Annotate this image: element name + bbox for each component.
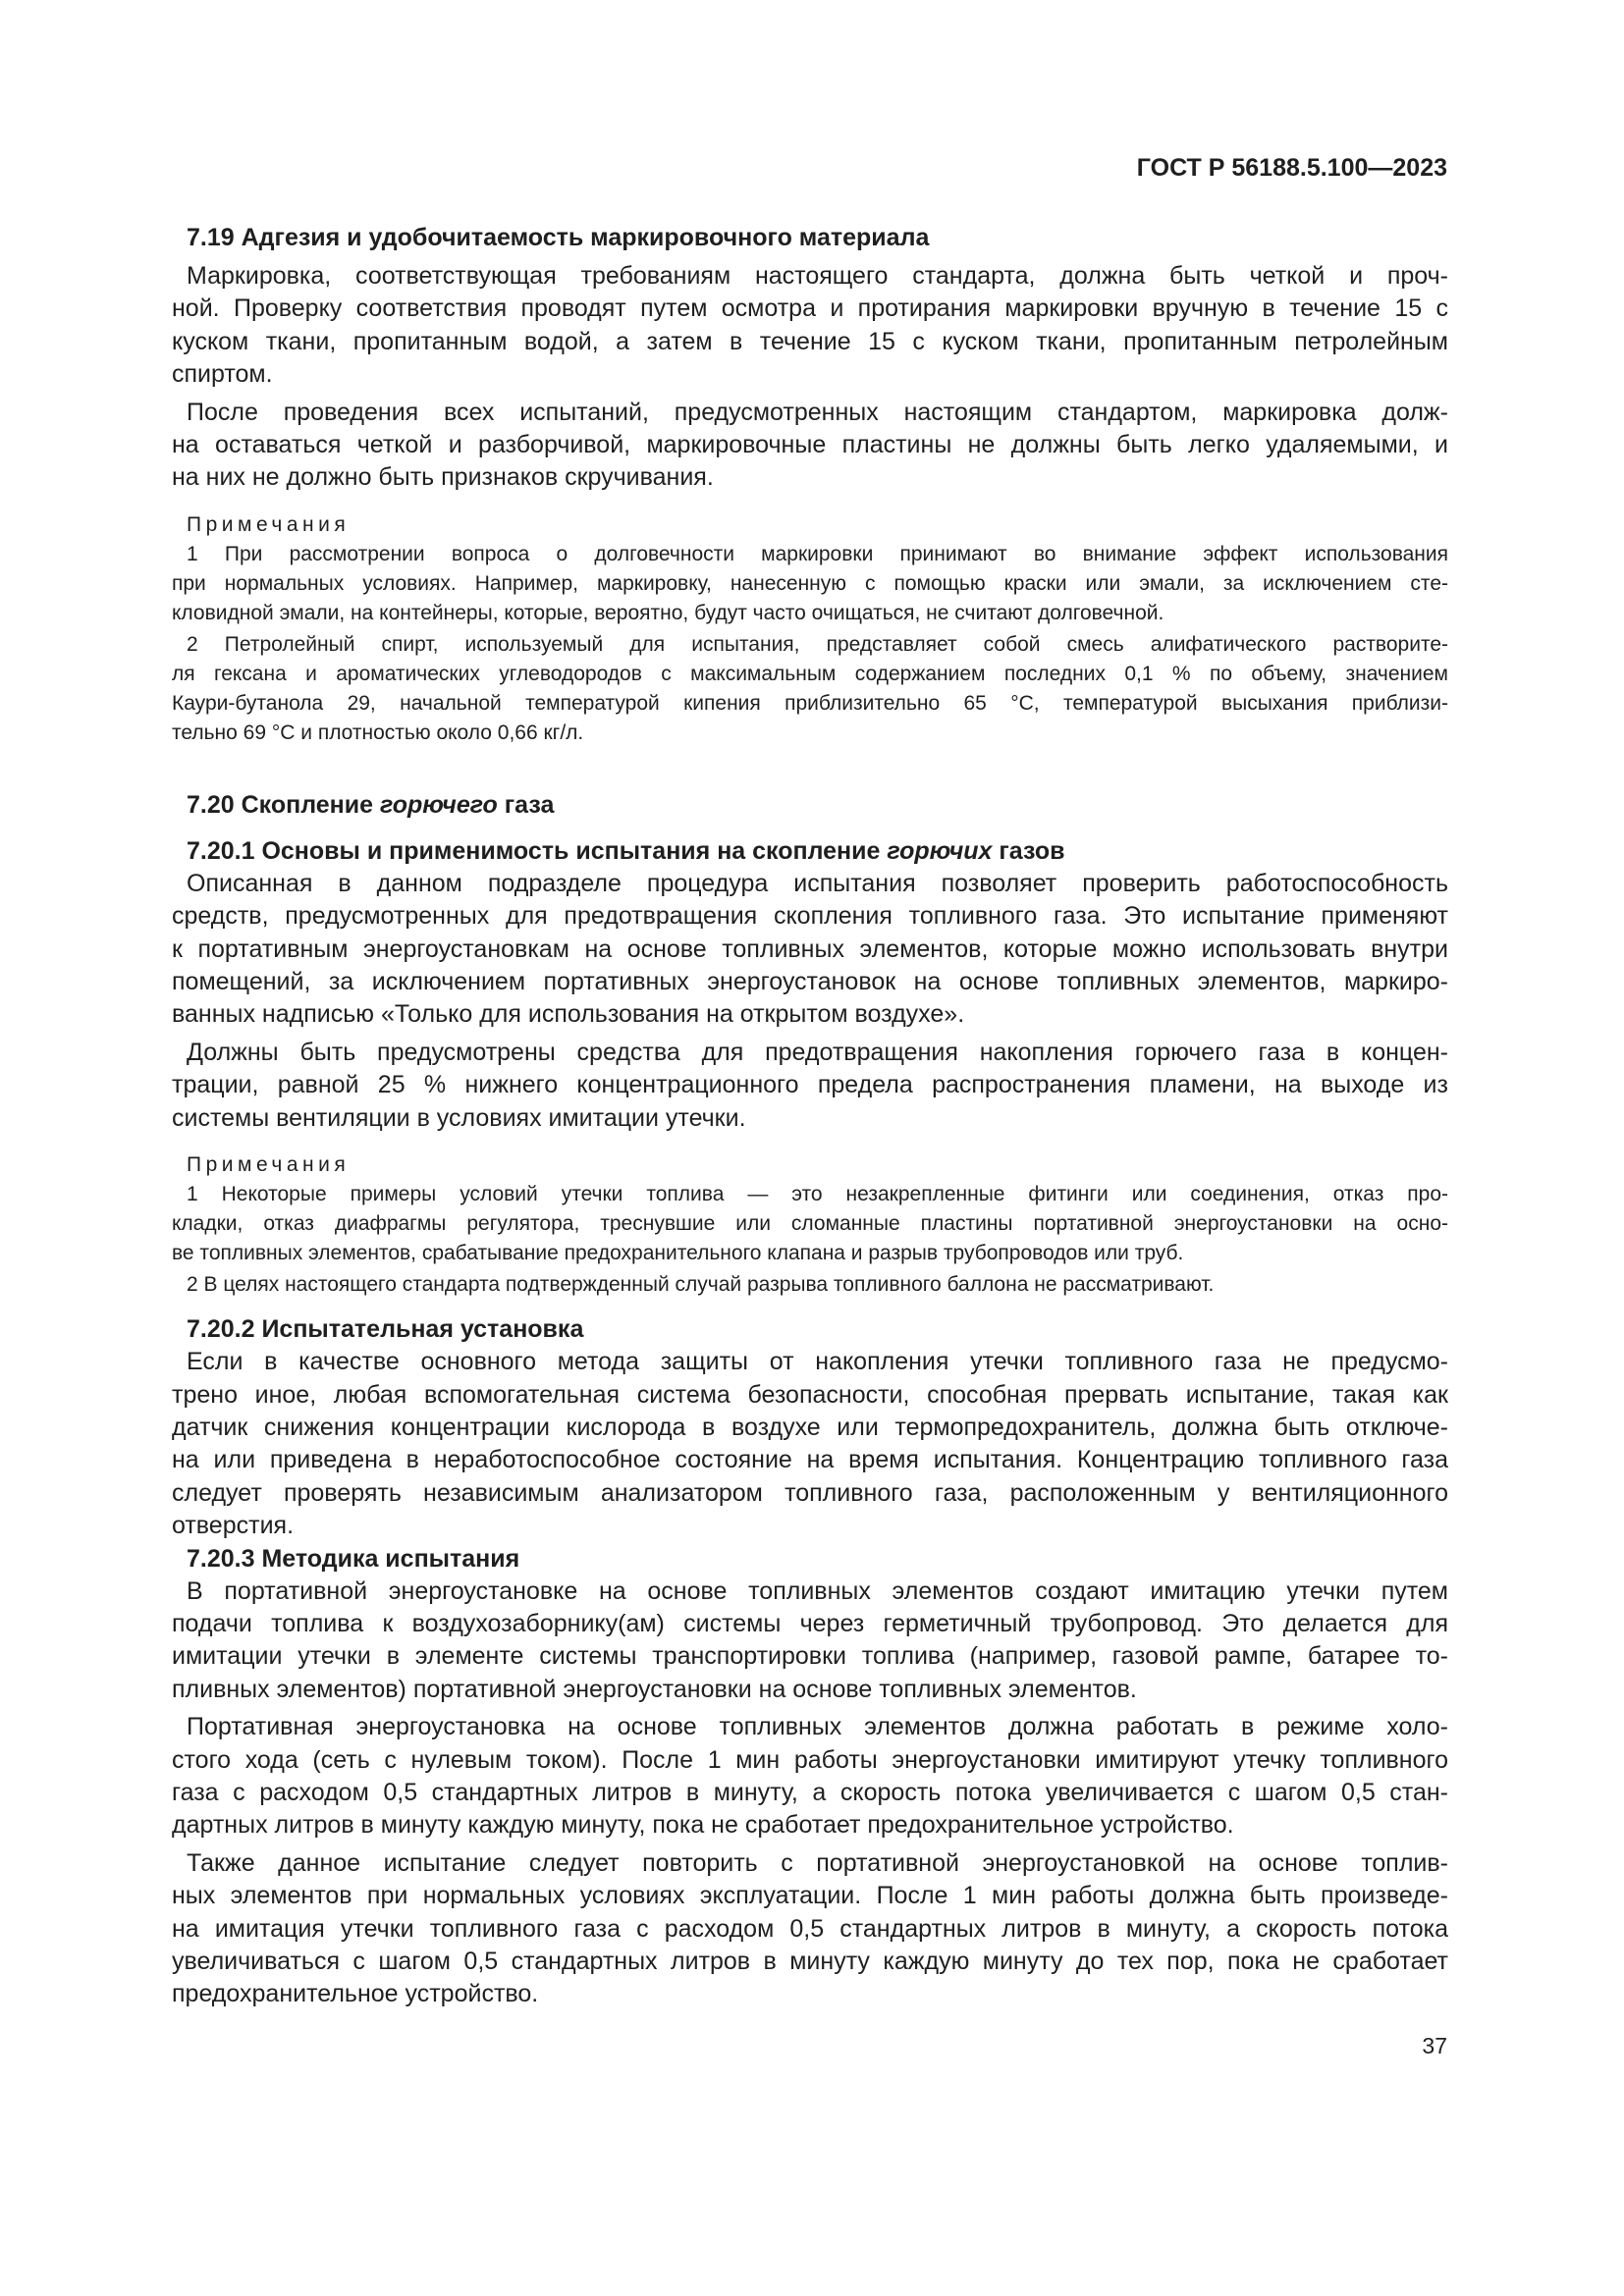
text-line: отверстия. <box>172 1512 295 1540</box>
note-line: ля гексана и ароматических углеводородов с максимальным содержанием последних 0,1 % по объему, значением <box>172 662 1448 685</box>
note-line: кладки, отказ диафрагмы регулятора, треснувшие или сломанные пластины портативной энергоустановки на осно- <box>172 1212 1448 1236</box>
page-number: 37 <box>1422 2033 1447 2058</box>
text-line: куском ткани, пропитанным водой, а затем в течение 15 с куском ткани, пропитанным петролейным <box>172 327 1448 355</box>
text-line: ной. Проверку соответствия проводят путем осмотра и протирания маркировки вручную в течение 15 с <box>172 294 1448 323</box>
text-line: газа с расходом 0,5 стандартных литров в минуту, а скорость потока увеличивается с шагом 0,5 стан- <box>172 1778 1448 1806</box>
text-line: Описанная в данном подразделе процедура испытания позволяет проверить работоспособность <box>187 869 1448 897</box>
text-line: дартных литров в минуту каждую минуту, пока не сработает предохранительное устройство. <box>172 1811 1234 1840</box>
text-line: помещений, за исключением портативных энергоустановок на основе топливных элементов, маркиро- <box>172 968 1448 996</box>
text-line: Портативная энергоустановка на основе топливных элементов должна работать в режиме холо- <box>187 1713 1448 1741</box>
note-line: 1 При рассмотрении вопроса о долговечности маркировки принимают во внимание эффект использования <box>187 542 1448 565</box>
heading-text: 7.20.1 Основы и применимость испытания на скопление <box>187 836 888 865</box>
text-line: Если в качестве основного метода защиты от накопления утечки топливного газа не предусмо- <box>187 1348 1448 1376</box>
section-7-20-1-paragraph-1 <box>172 868 1448 1032</box>
text-line: имитации утечки в элементе системы транспортировки топлива (например, газовой рампе, батарее то- <box>172 1642 1448 1671</box>
note-line: ве топливных элементов, срабатывание предохранительного клапана и разрыв трубопроводов или труб. <box>172 1242 1184 1265</box>
text-line: Также данное испытание следует повторить с портативной энергоустановкой на основе топлив- <box>187 1848 1448 1877</box>
text-line: После проведения всех испытаний, предусмотренных настоящим стандартом, маркировка долж- <box>187 398 1448 426</box>
note-line: 2 В целях настоящего стандарта подтвержденный случай разрыва топливного баллона не рассматривают. <box>187 1273 1215 1297</box>
text-line: предохранительное устройство. <box>172 1980 539 2008</box>
note-line: тельно 69 °C и плотностью около 0,66 кг/л. <box>172 721 584 744</box>
section-7-19-paragraph-1 <box>172 260 1448 392</box>
text-line: системы вентиляции в условиях имитации утечки. <box>172 1103 746 1132</box>
text-line: на них не должно быть признаков скручивания. <box>172 463 714 492</box>
text-line: В портативной энергоустановке на основе топливных элементов создают имитацию утечки путем <box>187 1576 1448 1605</box>
text-line: на оставаться четкой и разборчивой, маркировочные пластины не должны быть легко удаляемыми, и <box>172 431 1448 459</box>
note-line: 1 Некоторые примеры условий утечки топлива — это незакрепленные фитинги или соединения, отказ про- <box>187 1183 1448 1206</box>
text-line: на или приведена в неработоспособное состояние на время испытания. Концентрацию топливного газа <box>172 1446 1448 1474</box>
document-body <box>172 222 1448 2011</box>
text-line: Маркировка, соответствующая требованиям настоящего стандарта, должна быть четкой и проч- <box>187 262 1448 290</box>
section-7-20-3-paragraph-3 <box>172 1847 1448 2011</box>
note-2 <box>172 630 1448 748</box>
section-7-20-1-paragraph-2 <box>172 1037 1448 1135</box>
text-line: стого хода (сеть с нулевым током). После 1 мин работы энергоустановки имитируют утечку топливного <box>172 1745 1448 1774</box>
text-line: следует проверять независимым анализатором топливного газа, расположенным у вентиляционного <box>172 1478 1448 1507</box>
note-1 <box>172 1180 1448 1268</box>
text-line: пливных элементов) портативной энергоустановки на основе топливных элементов. <box>172 1675 1137 1703</box>
note-line: кловидной эмали, на контейнеры, которые, вероятно, будут часто очищаться, не считают долговечной. <box>172 601 1164 624</box>
heading-text: газа <box>497 790 555 819</box>
section-7-19-heading: 7.19 Адгезия и удобочитаемость маркировочного материала <box>187 224 930 251</box>
heading-italic-text: горючих <box>887 836 993 865</box>
note-line: при нормальных условиях. Например, маркировку, нанесенную с помощью краски или эмали, за исключением сте- <box>172 571 1448 595</box>
heading-text: газов <box>992 836 1065 865</box>
text-line: ванных надписью «Только для использования на открытом воздухе». <box>172 1000 965 1029</box>
text-line: Должны быть предусмотрены средства для предотвращения накопления горючего газа в концен- <box>187 1038 1448 1066</box>
section-7-19-notes <box>172 510 1448 748</box>
standard-designation: ГОСТ Р 56188.5.100—2023 <box>1136 154 1447 182</box>
heading-italic-text: горючего <box>380 790 498 819</box>
text-line: подачи топлива к воздухозаборнику(ам) системы через герметичный трубопровод. Это делается для <box>172 1609 1448 1637</box>
section-7-20-2-heading: 7.20.2 Испытательная установка <box>187 1315 584 1344</box>
text-line: трации, равной 25 % нижнего концентрационного предела распространения пламени, на выходе из <box>172 1071 1448 1099</box>
text-line: к портативным энергоустановкам на основе топливных элементов, которые можно использовать внутри <box>172 934 1448 963</box>
heading-text: 7.20 Скопление <box>187 790 380 819</box>
section-7-20-3-paragraph-1 <box>172 1575 1448 1707</box>
section-7-20-1-heading <box>172 835 1448 868</box>
section-7-19-paragraph-2 <box>172 397 1448 495</box>
text-line: средств, предусмотренных для предотвращения скопления топливного газа. Это испытание применяют <box>172 902 1448 931</box>
text-line: спиртом. <box>172 360 273 389</box>
section-7-20-1-notes <box>172 1150 1448 1300</box>
note-line: Каури-бутанола 29, начальной температурой кипения приблизительно 65 °C, температурой высыхания приблизи- <box>172 691 1448 715</box>
notes-heading: Примечания <box>187 512 351 536</box>
section-7-20-3-paragraph-2 <box>172 1711 1448 1842</box>
text-line: увеличиваться с шагом 0,5 стандартных литров в минуту каждую минуту до тех пор, пока не сработает <box>172 1948 1448 1975</box>
text-line: датчик снижения концентрации кислорода в воздухе или термопредохранитель, должна быть отключе- <box>172 1413 1448 1441</box>
text-line: трено иное, любая вспомогательная система безопасности, способная прервать испытание, такая как <box>172 1380 1448 1409</box>
note-1 <box>172 540 1448 628</box>
note-line: 2 Петролейный спирт, используемый для испытания, представляет собой смесь алифатического растворите- <box>187 632 1448 656</box>
text-line: ных элементов при нормальных условиях эксплуатации. После 1 мин работы должна быть произведе- <box>172 1882 1448 1910</box>
section-7-20-heading <box>172 789 1448 822</box>
section-7-20-3-heading: 7.20.3 Методика испытания <box>187 1544 520 1573</box>
note-2 <box>172 1270 1448 1300</box>
notes-heading: Примечания <box>187 1153 351 1177</box>
section-7-20-2-paragraph-1 <box>172 1346 1448 1542</box>
text-line: на имитация утечки топливного газа с расходом 0,5 стандартных литров в минуту, а скорость потока <box>172 1914 1448 1943</box>
